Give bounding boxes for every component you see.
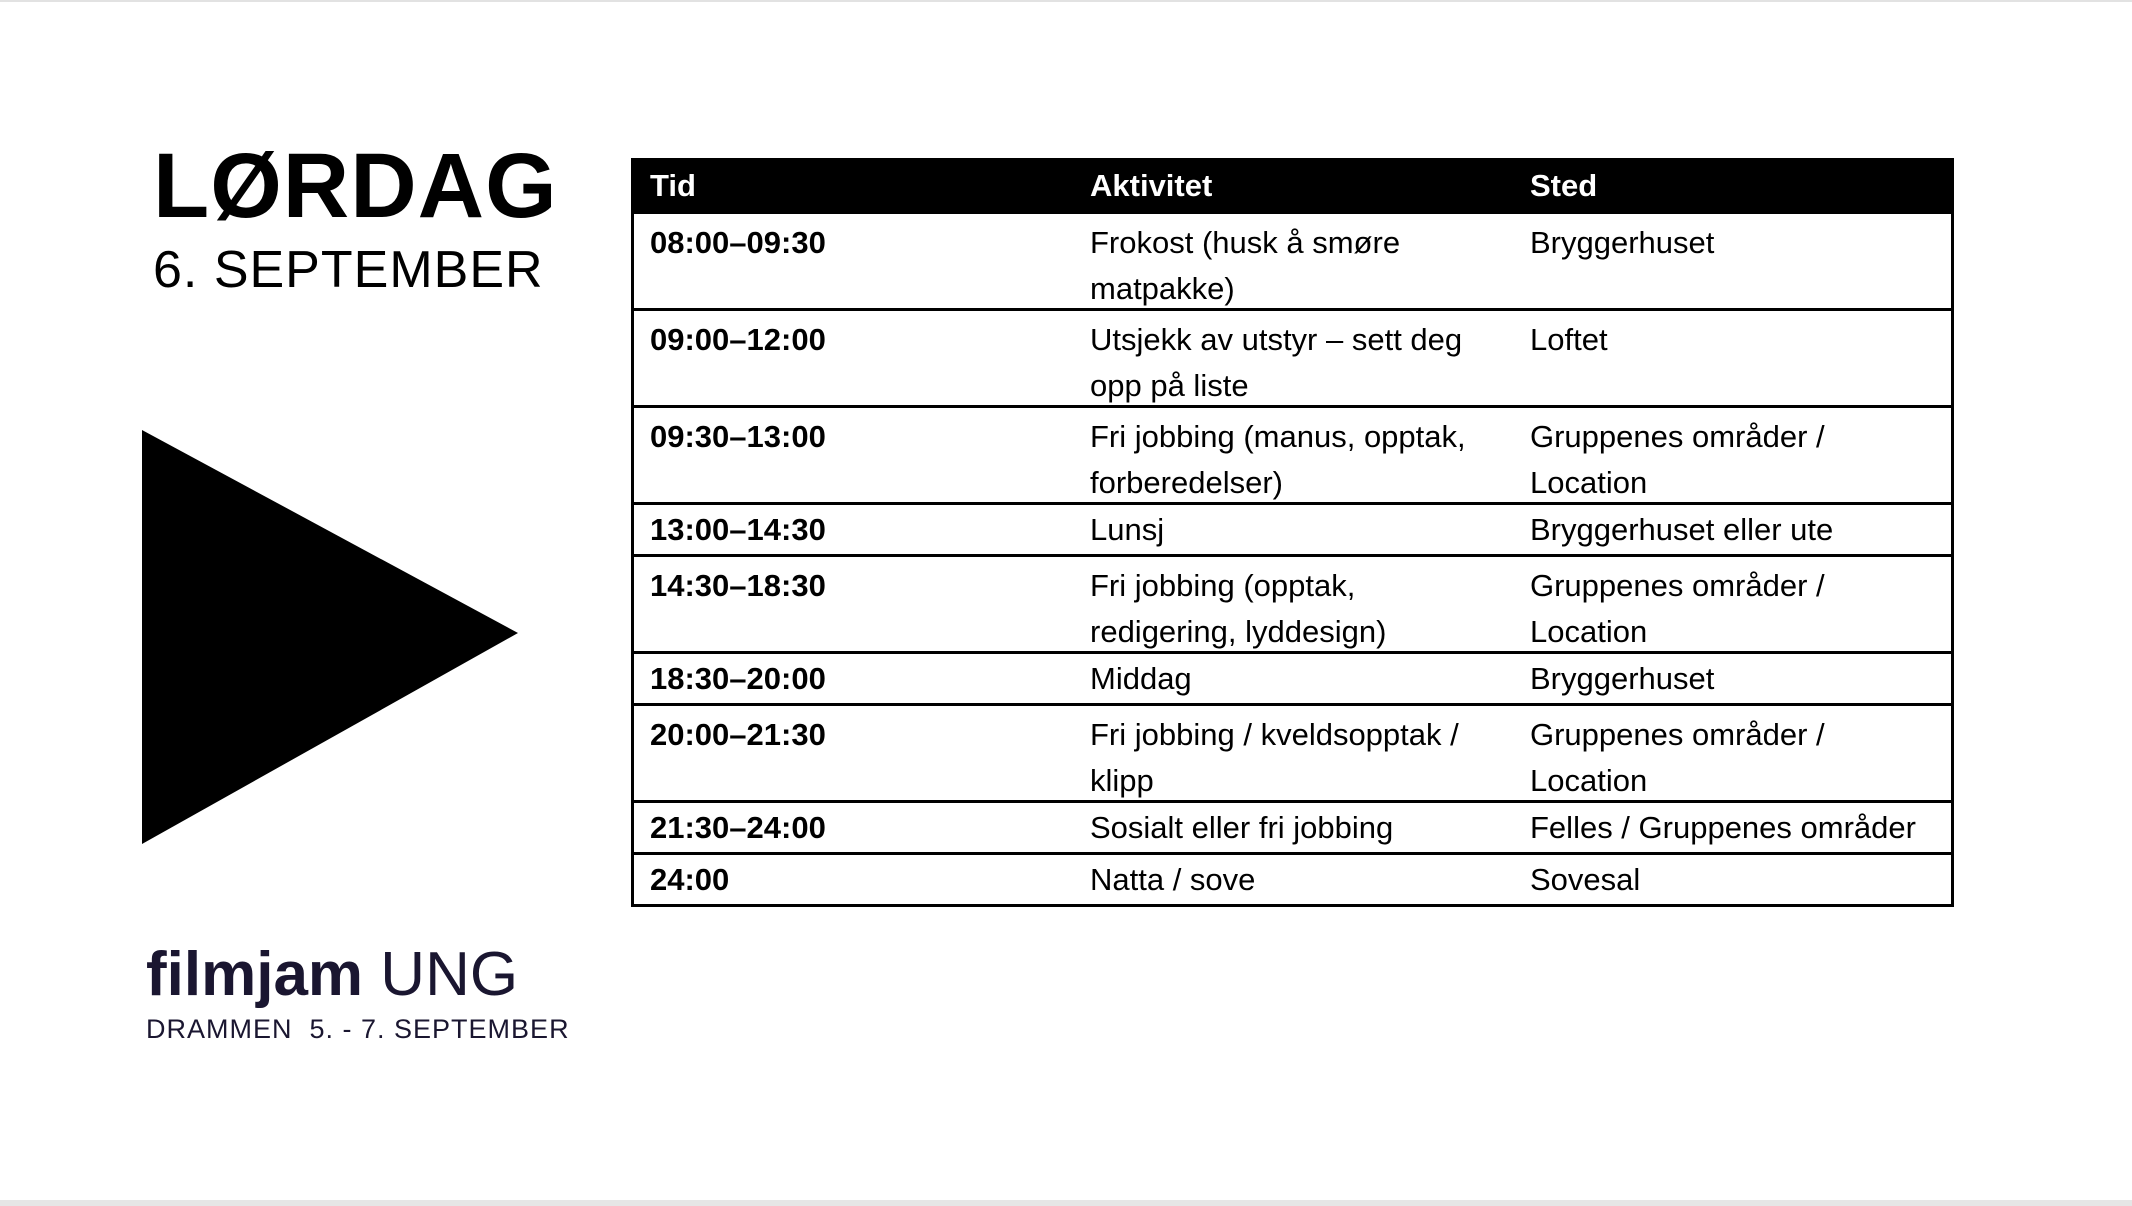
time-cell: 09:00–12:00: [650, 322, 826, 357]
day-title: LØRDAG: [153, 135, 558, 237]
time-cell: 20:00–21:30: [650, 717, 826, 752]
logo-wordmark: [146, 940, 570, 1009]
activity-cell: Natta / sove: [1090, 862, 1256, 897]
logo-subtitle: DRAMMEN 5. - 7. SEPTEMBER: [146, 1014, 570, 1044]
activity-cell: Middag: [1090, 661, 1192, 696]
table-header-row: [634, 161, 1951, 211]
time-cell: 24:00: [650, 862, 730, 897]
table-row: [634, 554, 1951, 651]
table-row: [634, 703, 1951, 800]
table-row: [634, 651, 1951, 703]
activity-cell: Frokost (husk å smøre matpakke): [1090, 225, 1401, 306]
place-cell: Loftet: [1530, 322, 1608, 357]
time-cell: 13:00–14:30: [650, 512, 826, 547]
time-cell: 14:30–18:30: [650, 568, 826, 603]
column-header-activity: Aktivitet: [1090, 168, 1213, 203]
activity-cell: Fri jobbing (manus, opptak, forberedelser): [1090, 419, 1466, 500]
top-divider: [0, 0, 2132, 2]
event-logo: [146, 940, 570, 1045]
table-row: [634, 211, 1951, 308]
logo-suffix: UNG: [380, 940, 519, 1009]
place-cell: Sovesal: [1530, 862, 1641, 897]
day-date: 6. SEPTEMBER: [153, 241, 544, 299]
table-row: [634, 502, 1951, 554]
place-cell: Felles / Gruppenes områder: [1530, 810, 1916, 845]
place-cell: Gruppenes områder / Location: [1530, 568, 1825, 649]
table-row: [634, 852, 1951, 904]
place-cell: Bryggerhuset: [1530, 225, 1715, 260]
logo-brand: filmjam: [146, 940, 364, 1009]
activity-cell: Fri jobbing / kveldsopptak / klipp: [1090, 717, 1459, 798]
column-header-time: Tid: [650, 168, 696, 203]
bottom-divider: [0, 1200, 2132, 1206]
time-cell: 18:30–20:00: [650, 661, 826, 696]
place-cell: Bryggerhuset: [1530, 661, 1715, 696]
activity-cell: Sosialt eller fri jobbing: [1090, 810, 1394, 845]
place-cell: Bryggerhuset eller ute: [1530, 512, 1834, 547]
place-cell: Gruppenes områder / Location: [1530, 419, 1825, 500]
schedule-table: [631, 158, 1954, 907]
table-row: [634, 405, 1951, 502]
time-cell: 09:30–13:00: [650, 419, 826, 454]
activity-cell: Utsjekk av utstyr – sett deg opp på liste: [1090, 322, 1463, 403]
activity-cell: Fri jobbing (opptak, redigering, lyddesign): [1090, 568, 1387, 649]
time-cell: 21:30–24:00: [650, 810, 826, 845]
activity-cell: Lunsj: [1090, 512, 1165, 547]
play-icon: [140, 428, 520, 846]
time-cell: 08:00–09:30: [650, 225, 826, 260]
table-row: [634, 308, 1951, 405]
place-cell: Gruppenes områder / Location: [1530, 717, 1825, 798]
column-header-place: Sted: [1530, 168, 1598, 203]
table-row: [634, 800, 1951, 852]
